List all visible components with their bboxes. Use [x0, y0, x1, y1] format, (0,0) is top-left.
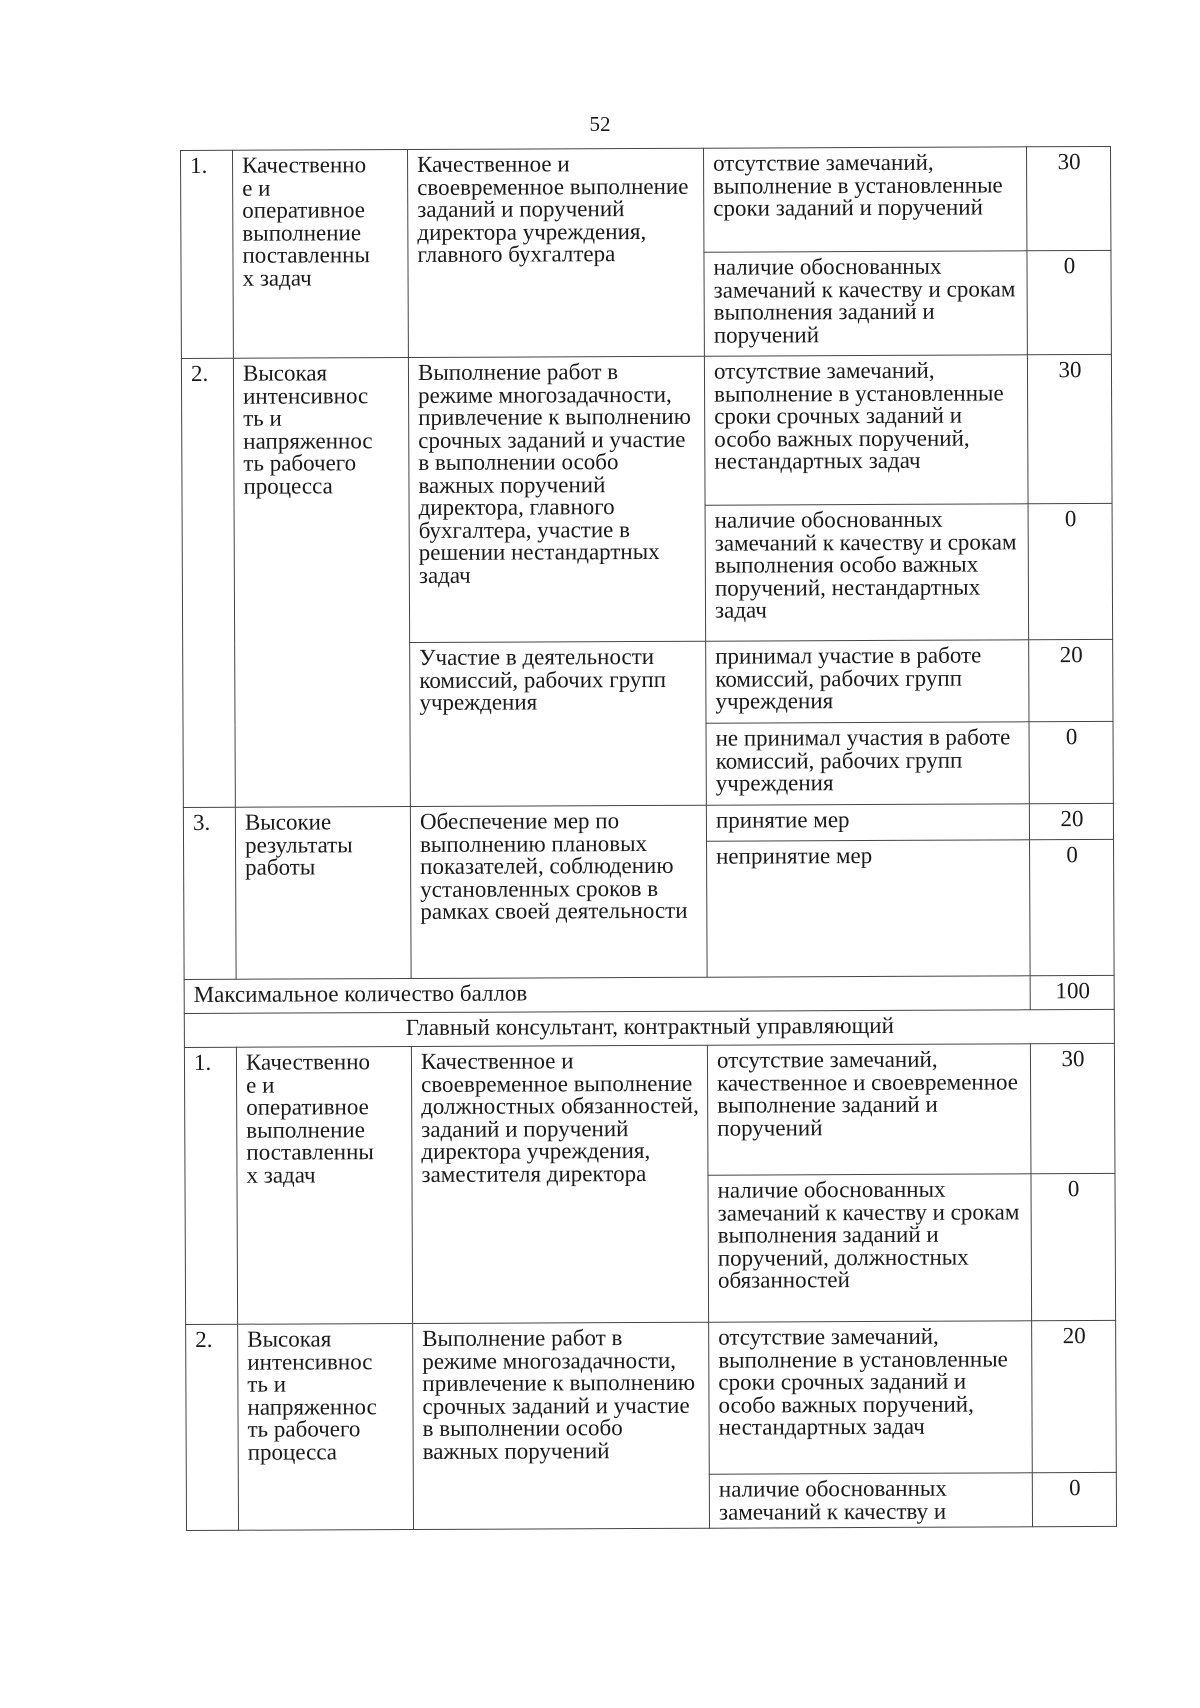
condition-cell: не принимал участия в работе комиссий, рабочих групп учреждения: [706, 722, 1029, 805]
section-header-row: [184, 1009, 1114, 1047]
row-number: 1.: [184, 1047, 237, 1324]
condition-cell: непринятие мер: [707, 840, 1031, 977]
points-cell: 20: [1029, 639, 1113, 721]
points-cell: 20: [1029, 803, 1113, 839]
indicator-cell: Участие в деятельности комиссий, рабочих групп учреждения: [410, 641, 707, 806]
condition-cell: отсутствие замечаний, выполнение в установленные сроки срочных заданий и особо важных поручений, нестандартных задач: [704, 355, 1028, 505]
total-row: [184, 975, 1114, 1013]
condition-cell: отсутствие замечаний, выполнение в установленные сроки срочных заданий и особо важных поручений, нестандартных задач: [709, 1321, 1033, 1474]
indicator-cell: Обеспечение мер по выполнению плановых показателей, соблюдению установленных сроков в рамках своей деятельности: [410, 805, 707, 978]
condition-cell: принятие мер: [706, 804, 1029, 841]
evaluation-criteria-table: [180, 146, 1117, 1531]
row-number: 1.: [181, 150, 234, 358]
criterion-cell: Высокая интенсивнос ть и напряженнос ть рабочего процесса: [238, 1323, 414, 1530]
points-cell: 30: [1027, 354, 1112, 503]
condition-cell: принимал участие в работе комиссий, рабочих групп учреждения: [706, 640, 1029, 723]
indicator-cell: Качественное и своевременное выполнение заданий и поручений директора учреждения, главного бухгалтера: [408, 148, 705, 357]
total-label: Максимальное количество баллов: [184, 976, 1030, 1014]
condition-cell: наличие обоснованных замечаний к качеству и срокам выполнения заданий и поручений, должностных обязанностей: [708, 1174, 1032, 1322]
points-cell: 20: [1032, 1320, 1117, 1472]
points-cell: 30: [1026, 146, 1110, 250]
points-cell: 30: [1030, 1043, 1115, 1173]
criterion-cell: Качественно е и оперативное выполнение поставленны х задач: [233, 150, 409, 359]
points-cell: 0: [1028, 503, 1113, 639]
total-value: 100: [1030, 975, 1114, 1009]
points-cell: 0: [1027, 250, 1111, 354]
table-row: [181, 354, 1112, 507]
points-cell: 0: [1032, 1472, 1116, 1526]
indicator-cell: Выполнение работ в режиме многозадачности, привлечение к выполнению срочных заданий и участие в выполнении особо важных поручений: [413, 1322, 710, 1529]
criterion-cell: Высокие результаты работы: [235, 807, 411, 980]
table-row: [183, 803, 1113, 843]
criterion-cell: Высокая интенсивнос ть и напряженнос ть рабочего процесса: [233, 358, 410, 808]
section-title: Главный консультант, контрактный управляющий: [184, 1009, 1114, 1047]
points-cell: 0: [1029, 721, 1113, 803]
points-cell: 0: [1031, 1173, 1116, 1320]
condition-cell: наличие обоснованных замечаний к качеству и: [709, 1473, 1032, 1528]
condition-cell: отсутствие замечаний, выполнение в установленные сроки заданий и поручений: [703, 147, 1026, 252]
criterion-cell: Качественно е и оперативное выполнение поставленны х задач: [236, 1046, 412, 1324]
table-row: [181, 146, 1111, 254]
points-cell: 0: [1030, 839, 1115, 975]
condition-cell: наличие обоснованных замечаний к качеству и срокам выполнения заданий и поручений: [704, 251, 1027, 356]
condition-cell: отсутствие замечаний, качественное и своевременное выполнение заданий и поручений: [707, 1044, 1031, 1175]
row-number: 2.: [181, 358, 235, 807]
indicator-cell: Качественное и своевременное выполнение должностных обязанностей, заданий и поручений директора учреждения, заместителя директора: [411, 1045, 708, 1323]
row-number: 2.: [186, 1324, 239, 1530]
condition-cell: наличие обоснованных замечаний к качеству и срокам выполнения особо важных поручений, нестандартных задач: [705, 504, 1029, 641]
row-number: 3.: [183, 807, 236, 979]
table-row: [186, 1320, 1117, 1476]
indicator-cell: Выполнение работ в режиме многозадачности, привлечение к выполнению срочных заданий и участие в выполнении особо важных поручений директора, главного бухгалтера, участие в решении нестандартных задач: [408, 356, 705, 642]
page-number: 52: [589, 112, 611, 136]
table-row: [184, 1043, 1115, 1177]
